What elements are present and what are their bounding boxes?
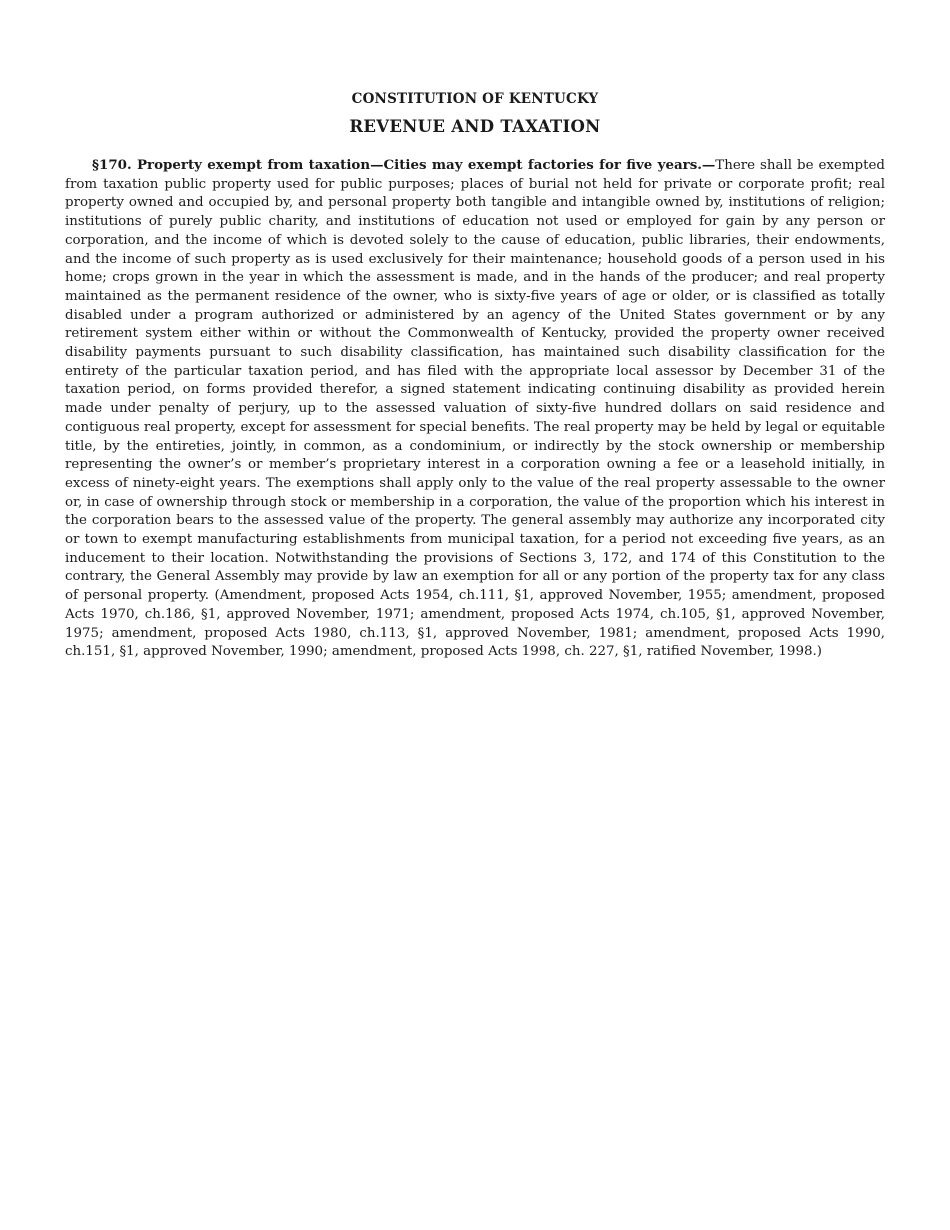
- document-title: REVENUE AND TAXATION: [349, 117, 601, 136]
- section-heading: §170. Property exempt from taxation—Cities may exempt factories for five years.—: [92, 157, 716, 173]
- section-body: There shall be exempted from taxation public property used for public purposes; places of burial not held for private or corporate profit; real property owned and occupied by, and personal property both tangible and intangible owned by, institutions of religion; institutions of purely public charity, and institutions of education not used or employed for gain by any person or corporation, and the income of which is devoted solely to the cause of education, public libraries, their endowments, and the income of such property as is used exclusively for their maintenance; household goods of a person used in his home; crops grown in the year in which the assessment is made, and in the hands of the producer; and real property maintained as the permanent residence of the owner, who is sixty-five years of age or older, or is classified as totally disabled under a program authorized or administered by an agency of the United States government or by any retirement system either within or without the Commonwealth of Kentucky, provided the property owner received disability payments pursuant to such disability classification, has maintained such disability classification for the entirety of the particular taxation period, and has filed with the appropriate local assessor by December 31 of the taxation period, on forms provided therefor, a signed statement indicating continuing disability as provided herein made under penalty of perjury, up to the assessed valuation of sixty-five hundred dollars on said residence and contiguous real property, except for assessment for special benefits. The real property may be held by legal or equitable title, by the entireties, jointly, in common, as a condominium, or indirectly by the stock ownership or membership representing the owner’s or member’s proprietary interest in a corporation owning a fee or a leasehold initially, in excess of ninety-eight years. The exemptions shall apply only to the value of the real property assessable to the owner or, in case of ownership through stock or membership in a corporation, the value of the proportion which his interest in the corporation bears to the assessed value of the property. The general assembly may authorize any incorporated city or town to exempt manufacturing establishments from municipal taxation, for a period not exceeding five years, as an inducement to their location. Notwithstanding the provisions of Sections 3, 172, and 174 of this Constitution to the contrary, the General Assembly may provide by law an exemption for all or any portion of the property tax for any class of personal property. (Amendment, proposed Acts 1954, ch.111, §1, approved November, 1955; amendment, proposed Acts 1970, ch.186, §1, approved November, 1971; amendment, proposed Acts 1974, ch.105, §1, approved November, 1975; amendment, proposed Acts 1980, ch.113, §1, approved November, 1981; amendment, proposed Acts 1990, ch.151, §1, approved November, 1990; amendment, proposed Acts 1998, ch. 227, §1, ratified November, 1998.): [65, 158, 885, 660]
- document-page: [65, 90, 885, 662]
- document-source-heading: CONSTITUTION OF KENTUCKY: [351, 91, 599, 107]
- section-170-paragraph: [65, 156, 885, 662]
